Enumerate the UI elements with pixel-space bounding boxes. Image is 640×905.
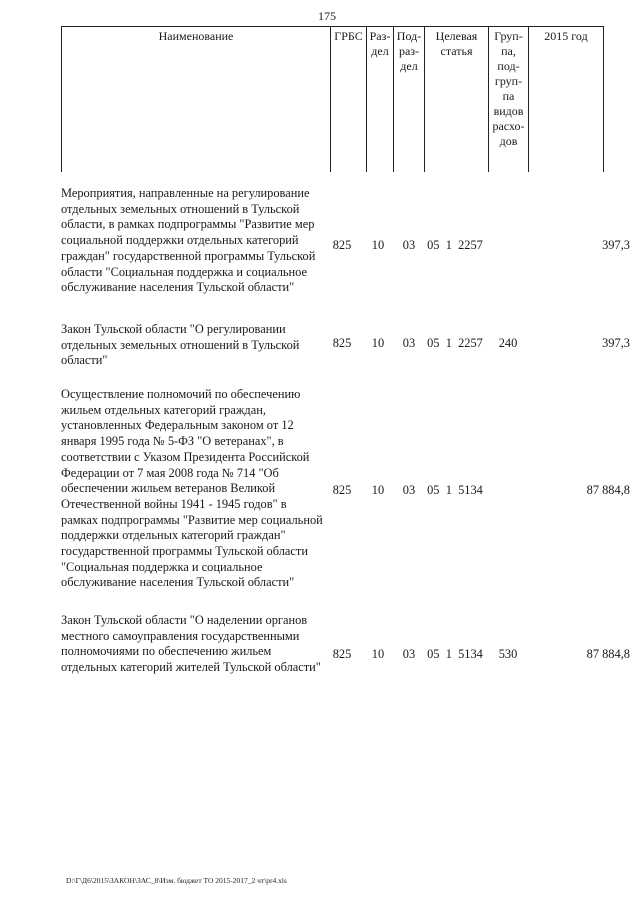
row-razdel: 10 bbox=[371, 238, 385, 252]
table-row bbox=[61, 322, 631, 372]
row-target: 05 1 2257 bbox=[427, 238, 483, 252]
header-name: Наименование bbox=[61, 26, 330, 172]
row-group: 240 bbox=[498, 336, 518, 350]
header-target: Целевая статья bbox=[424, 26, 488, 172]
row-podrazdel: 03 bbox=[402, 336, 416, 350]
row-amount: 87 884,8 bbox=[586, 483, 630, 497]
table-row bbox=[61, 186, 631, 306]
table-row bbox=[61, 613, 631, 703]
row-name: Мероприятия, направленные на регулирование отдельных земельных отношений в Тульской области, в рамках подпрограммы "Развитие мер социальной поддержки отдельных категорий граждан" государственной программы Тульской области "Социальная поддержка и социальное обслуживание населения Тульской области" bbox=[61, 186, 316, 295]
row-name: Осуществление полномочий по обеспечению жильем отдельных категорий граждан, установленных Федеральным законом от 12 января 1995 года № 5-ФЗ "О ветеранах", в соответствии с Указом Президента Российской Федерации от 7 мая 2008 года № 714 "Об обеспечении жильем ветеранов Великой Отечественной войны 1941 - 1945 годов" в рамках подпрограммы "Развитие мер социальной поддержки отдельных категорий граждан" государственной программы Тульской области "Социальная поддержка и социальное обслуживание населения Тульской области" bbox=[61, 387, 323, 590]
row-grbs: 825 bbox=[332, 238, 352, 252]
row-razdel: 10 bbox=[371, 647, 385, 661]
row-target: 05 1 5134 bbox=[427, 647, 483, 661]
row-name: Закон Тульской области "О регулировании отдельных земельных отношений в Тульской области" bbox=[61, 322, 300, 368]
row-amount: 397,3 bbox=[602, 238, 630, 252]
row-razdel: 10 bbox=[371, 483, 385, 497]
row-razdel: 10 bbox=[371, 336, 385, 350]
row-name: Закон Тульской области "О наделении органов местного самоуправления государственными полномочиями по обеспечению жильем отдельных категорий жителей Тульской области" bbox=[61, 613, 321, 675]
table-row bbox=[61, 387, 631, 602]
row-podrazdel: 03 bbox=[402, 238, 416, 252]
header-group: Груп- па, под- груп- па видов расхо- дов bbox=[488, 26, 528, 172]
file-path-footer: D:\Г\Д6\2015\ЗАКОН\ЗАС_8\Изм. бюджет ТО 2015-2017_2 чт\pr4.xls bbox=[66, 876, 287, 885]
row-grbs: 825 bbox=[332, 483, 352, 497]
row-grbs: 825 bbox=[332, 647, 352, 661]
row-podrazdel: 03 bbox=[402, 483, 416, 497]
header-razdel: Раз- дел bbox=[366, 26, 393, 172]
header-grbs: ГРБС bbox=[330, 26, 366, 172]
row-target: 05 1 5134 bbox=[427, 483, 483, 497]
row-podrazdel: 03 bbox=[402, 647, 416, 661]
row-grbs: 825 bbox=[332, 336, 352, 350]
row-group: 530 bbox=[498, 647, 518, 661]
page-number: 175 bbox=[318, 9, 336, 23]
row-amount: 87 884,8 bbox=[586, 647, 630, 661]
row-target: 05 1 2257 bbox=[427, 336, 483, 350]
header-podrazdel: Под- раз- дел bbox=[393, 26, 424, 172]
header-year: 2015 год bbox=[528, 26, 604, 172]
row-amount: 397,3 bbox=[602, 336, 630, 350]
